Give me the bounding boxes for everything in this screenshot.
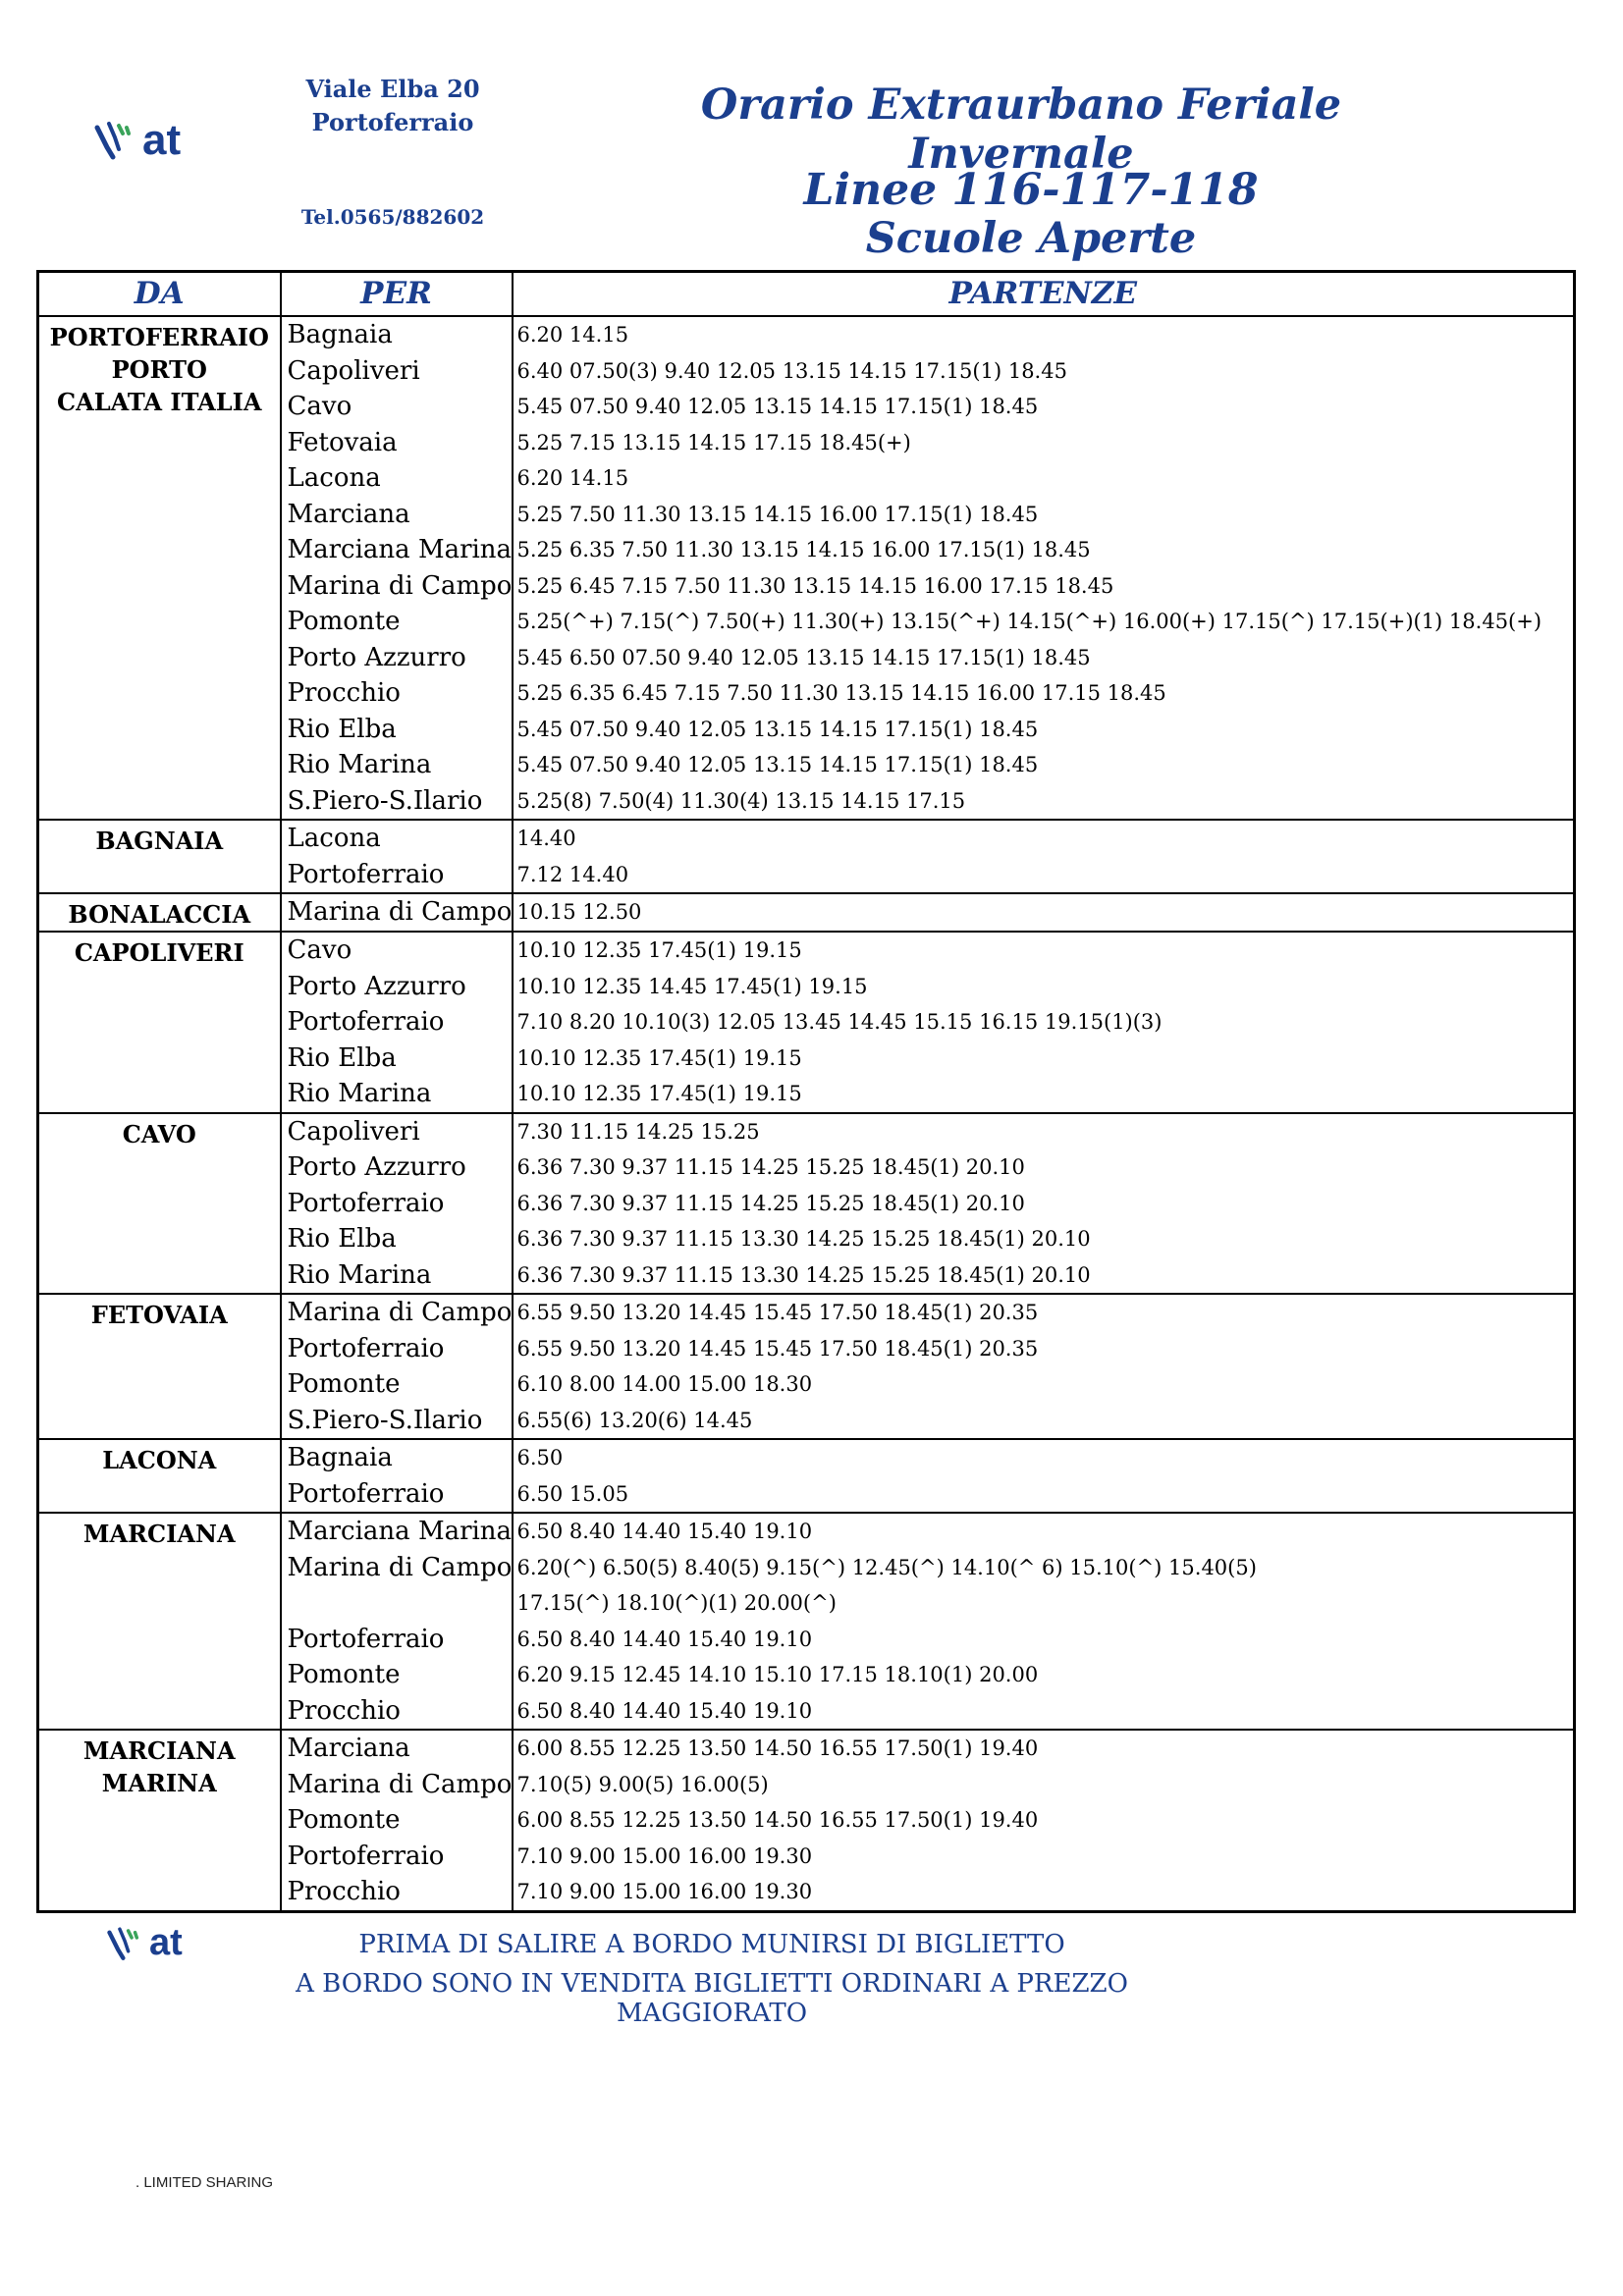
- origin-cell: [38, 1294, 281, 1439]
- origin-name: BONALACCIA: [68, 900, 251, 929]
- destination-cell: Portoferraio: [281, 1186, 513, 1222]
- origin-name: BAGNAIA: [95, 827, 224, 855]
- origin-cell: [38, 893, 281, 932]
- origin-cell: [38, 1439, 281, 1513]
- destination-cell: Marciana Marina: [281, 1513, 513, 1550]
- destination-cell: Lacona: [281, 820, 513, 857]
- origin-name: PORTOFERRAIO: [49, 323, 269, 351]
- destination-cell: Capoliveri: [281, 353, 513, 390]
- departures-cell: 10.10 12.35 17.45(1) 19.15: [513, 932, 1575, 969]
- origin-cell: [38, 1513, 281, 1730]
- logo-mark-icon: [93, 118, 138, 163]
- table-row: [38, 1513, 1575, 1550]
- destination-cell: Portoferraio: [281, 1839, 513, 1875]
- table-row: [38, 893, 1575, 932]
- departures-cell: 6.55(6) 13.20(6) 14.45: [513, 1403, 1575, 1440]
- header-partenze: PARTENZE: [513, 272, 1575, 317]
- address-city: Portoferraio: [311, 108, 474, 136]
- destination-cell: Portoferraio: [281, 1004, 513, 1041]
- origin-name: MARCIANA: [82, 1736, 236, 1765]
- origin-name: CAPOLIVERI: [74, 938, 244, 967]
- table-row: [38, 316, 1575, 353]
- footer-notice-2: A BORDO SONO IN VENDITA BIGLIETTI ORDINARI A PREZZO MAGGIORATO: [296, 1969, 1128, 2028]
- departures-cell: 6.40 07.50(3) 9.40 12.05 13.15 14.15 17.15(1) 18.45: [513, 353, 1575, 390]
- departures-cell: 7.10 9.00 15.00 16.00 19.30: [513, 1839, 1575, 1875]
- departures-cell: 5.45 07.50 9.40 12.05 13.15 14.15 17.15(1) 18.45: [513, 712, 1575, 748]
- destination-cell: Lacona: [281, 460, 513, 497]
- departures-cell: 7.10(5) 9.00(5) 16.00(5): [513, 1767, 1575, 1803]
- header-da: DA: [38, 272, 281, 317]
- destination-cell: Marina di Campo: [281, 893, 513, 932]
- departures-cell: 5.25 7.15 13.15 14.15 17.15 18.45(+): [513, 425, 1575, 461]
- company-logo: [93, 116, 181, 165]
- destination-cell: S.Piero-S.Ilario: [281, 783, 513, 821]
- departures-cell: 6.50 15.05: [513, 1476, 1575, 1514]
- departures-cell: 6.50 8.40 14.40 15.40 19.10: [513, 1513, 1575, 1550]
- departures-cell: 6.20 14.15: [513, 316, 1575, 353]
- table-row: [38, 1294, 1575, 1331]
- departures-cell: 6.36 7.30 9.37 11.15 13.30 14.25 15.25 18.45(1) 20.10: [513, 1221, 1575, 1257]
- destination-cell: Cavo: [281, 932, 513, 969]
- destination-cell: Marina di Campo: [281, 1294, 513, 1331]
- destination-cell: Portoferraio: [281, 1476, 513, 1514]
- header-per: PER: [281, 272, 513, 317]
- destination-cell: Rio Elba: [281, 1041, 513, 1077]
- destination-cell: Bagnaia: [281, 1439, 513, 1476]
- origin-cell: [38, 820, 281, 893]
- departures-cell: 6.36 7.30 9.37 11.15 14.25 15.25 18.45(1) 20.10: [513, 1186, 1575, 1222]
- departures-cell: 6.00 8.55 12.25 13.50 14.50 16.55 17.50(1) 19.40: [513, 1802, 1575, 1839]
- destination-cell: Rio Marina: [281, 1257, 513, 1295]
- departures-cell: 7.30 11.15 14.25 15.25: [513, 1113, 1575, 1150]
- departures-cell: 5.25(^+) 7.15(^) 7.50(+) 11.30(+) 13.15(^+) 14.15(^+) 16.00(+) 17.15(^) 17.15(+)(1) 18.45(+): [513, 604, 1575, 640]
- origin-name: FETOVAIA: [90, 1301, 228, 1329]
- departures-cell: 6.10 8.00 14.00 15.00 18.30: [513, 1366, 1575, 1403]
- departures-cell: 5.25 6.35 6.45 7.15 7.50 11.30 13.15 14.15 16.00 17.15 18.45: [513, 675, 1575, 712]
- departures-cell: 5.45 07.50 9.40 12.05 13.15 14.15 17.15(1) 18.45: [513, 747, 1575, 783]
- departures-cell: 14.40: [513, 820, 1575, 857]
- footer-notice-1: PRIMA DI SALIRE A BORDO MUNIRSI DI BIGLIETTO: [358, 1930, 1065, 1959]
- destination-cell: Rio Marina: [281, 747, 513, 783]
- origin-name: MARINA: [101, 1769, 217, 1797]
- departures-cell: 6.20(^) 6.50(5) 8.40(5) 9.15(^) 12.45(^) 14.10(^ 6) 15.10(^) 15.40(5): [513, 1550, 1575, 1586]
- destination-cell: Marciana Marina: [281, 532, 513, 568]
- departures-cell: 6.36 7.30 9.37 11.15 13.30 14.25 15.25 18.45(1) 20.10: [513, 1257, 1575, 1295]
- destination-cell: Rio Marina: [281, 1076, 513, 1113]
- destination-cell: Pomonte: [281, 604, 513, 640]
- footer-logo-text: at: [149, 1922, 183, 1963]
- footer-logo: [106, 1922, 183, 1964]
- destination-cell: Porto Azzurro: [281, 640, 513, 676]
- destination-cell: Fetovaia: [281, 425, 513, 461]
- lines-title: Linee 116-117-118: [803, 165, 1259, 215]
- origin-name: MARCIANA: [82, 1520, 236, 1548]
- page-title: Orario Extraurbano Feriale Invernale: [700, 80, 1342, 179]
- departures-cell: 6.50 8.40 14.40 15.40 19.10: [513, 1693, 1575, 1731]
- departures-cell: 5.25 7.50 11.30 13.15 14.15 16.00 17.15(1) 18.45: [513, 497, 1575, 533]
- logo-mark-icon: [106, 1924, 145, 1963]
- table-row: [38, 932, 1575, 969]
- destination-cell: Marina di Campo: [281, 1550, 513, 1586]
- departures-cell: 6.36 7.30 9.37 11.15 14.25 15.25 18.45(1) 20.10: [513, 1149, 1575, 1186]
- destination-cell: Marciana: [281, 1730, 513, 1767]
- destination-cell: Cavo: [281, 389, 513, 425]
- destination-cell: Porto Azzurro: [281, 969, 513, 1005]
- departures-cell: 7.10 9.00 15.00 16.00 19.30: [513, 1874, 1575, 1911]
- origin-cell: [38, 1730, 281, 1911]
- destination-cell: Portoferraio: [281, 1331, 513, 1367]
- destination-cell: Marciana: [281, 497, 513, 533]
- departures-cell: 7.12 14.40: [513, 857, 1575, 894]
- departures-cell: 5.45 6.50 07.50 9.40 12.05 13.15 14.15 17.15(1) 18.45: [513, 640, 1575, 676]
- origin-cell: [38, 932, 281, 1113]
- destination-cell: Bagnaia: [281, 316, 513, 353]
- departures-cell: 5.25 6.35 7.50 11.30 13.15 14.15 16.00 17.15(1) 18.45: [513, 532, 1575, 568]
- address-street: Viale Elba 20: [305, 75, 480, 103]
- origin-name: PORTO: [111, 355, 207, 384]
- timetable: [36, 270, 1576, 1913]
- destination-cell: Pomonte: [281, 1802, 513, 1839]
- destination-cell: Procchio: [281, 675, 513, 712]
- table-header-row: [38, 272, 1575, 317]
- subtitle: Scuole Aperte: [865, 214, 1197, 263]
- origin-cell: [38, 316, 281, 820]
- departures-cell: 5.25 6.45 7.15 7.50 11.30 13.15 14.15 16.00 17.15 18.45: [513, 568, 1575, 605]
- departures-cell: 5.25(8) 7.50(4) 11.30(4) 13.15 14.15 17.15: [513, 783, 1575, 821]
- destination-cell: [281, 1585, 513, 1622]
- destination-cell: Portoferraio: [281, 857, 513, 894]
- phone-number: Tel.0565/882602: [300, 205, 485, 229]
- origin-name: CALATA ITALIA: [56, 388, 262, 416]
- table-row: [38, 820, 1575, 857]
- destination-cell: Marina di Campo: [281, 568, 513, 605]
- destination-cell: Rio Elba: [281, 712, 513, 748]
- departures-cell: 10.10 12.35 14.45 17.45(1) 19.15: [513, 969, 1575, 1005]
- departures-cell: 6.50: [513, 1439, 1575, 1476]
- origin-cell: [38, 1113, 281, 1295]
- departures-cell: 10.10 12.35 17.45(1) 19.15: [513, 1076, 1575, 1113]
- departures-cell: 6.55 9.50 13.20 14.45 15.45 17.50 18.45(1) 20.35: [513, 1331, 1575, 1367]
- destination-cell: Pomonte: [281, 1366, 513, 1403]
- origin-name: CAVO: [122, 1119, 196, 1148]
- destination-cell: Procchio: [281, 1693, 513, 1731]
- origin-name: LACONA: [102, 1446, 217, 1474]
- departures-cell: 7.10 8.20 10.10(3) 12.05 13.45 14.45 15.15 16.15 19.15(1)(3): [513, 1004, 1575, 1041]
- destination-cell: Portoferraio: [281, 1622, 513, 1658]
- destination-cell: S.Piero-S.Ilario: [281, 1403, 513, 1440]
- departures-cell: 6.00 8.55 12.25 13.50 14.50 16.55 17.50(1) 19.40: [513, 1730, 1575, 1767]
- destination-cell: Porto Azzurro: [281, 1149, 513, 1186]
- departures-cell: 5.45 07.50 9.40 12.05 13.15 14.15 17.15(1) 18.45: [513, 389, 1575, 425]
- timetable-body: [38, 316, 1575, 1911]
- sharing-note: . LIMITED SHARING: [135, 2174, 274, 2191]
- destination-cell: Rio Elba: [281, 1221, 513, 1257]
- departures-cell: 6.50 8.40 14.40 15.40 19.10: [513, 1622, 1575, 1658]
- departures-cell: 17.15(^) 18.10(^)(1) 20.00(^): [513, 1585, 1575, 1622]
- destination-cell: Capoliveri: [281, 1113, 513, 1150]
- departures-cell: 10.15 12.50: [513, 893, 1575, 932]
- destination-cell: Procchio: [281, 1874, 513, 1911]
- departures-cell: 6.20 9.15 12.45 14.10 15.10 17.15 18.10(1) 20.00: [513, 1657, 1575, 1693]
- destination-cell: Marina di Campo: [281, 1767, 513, 1803]
- table-row: [38, 1439, 1575, 1476]
- departures-cell: 10.10 12.35 17.45(1) 19.15: [513, 1041, 1575, 1077]
- logo-text: at: [142, 116, 182, 164]
- departures-cell: 6.20 14.15: [513, 460, 1575, 497]
- departures-cell: 6.55 9.50 13.20 14.45 15.45 17.50 18.45(1) 20.35: [513, 1294, 1575, 1331]
- destination-cell: Pomonte: [281, 1657, 513, 1693]
- table-row: [38, 1730, 1575, 1767]
- table-row: [38, 1113, 1575, 1150]
